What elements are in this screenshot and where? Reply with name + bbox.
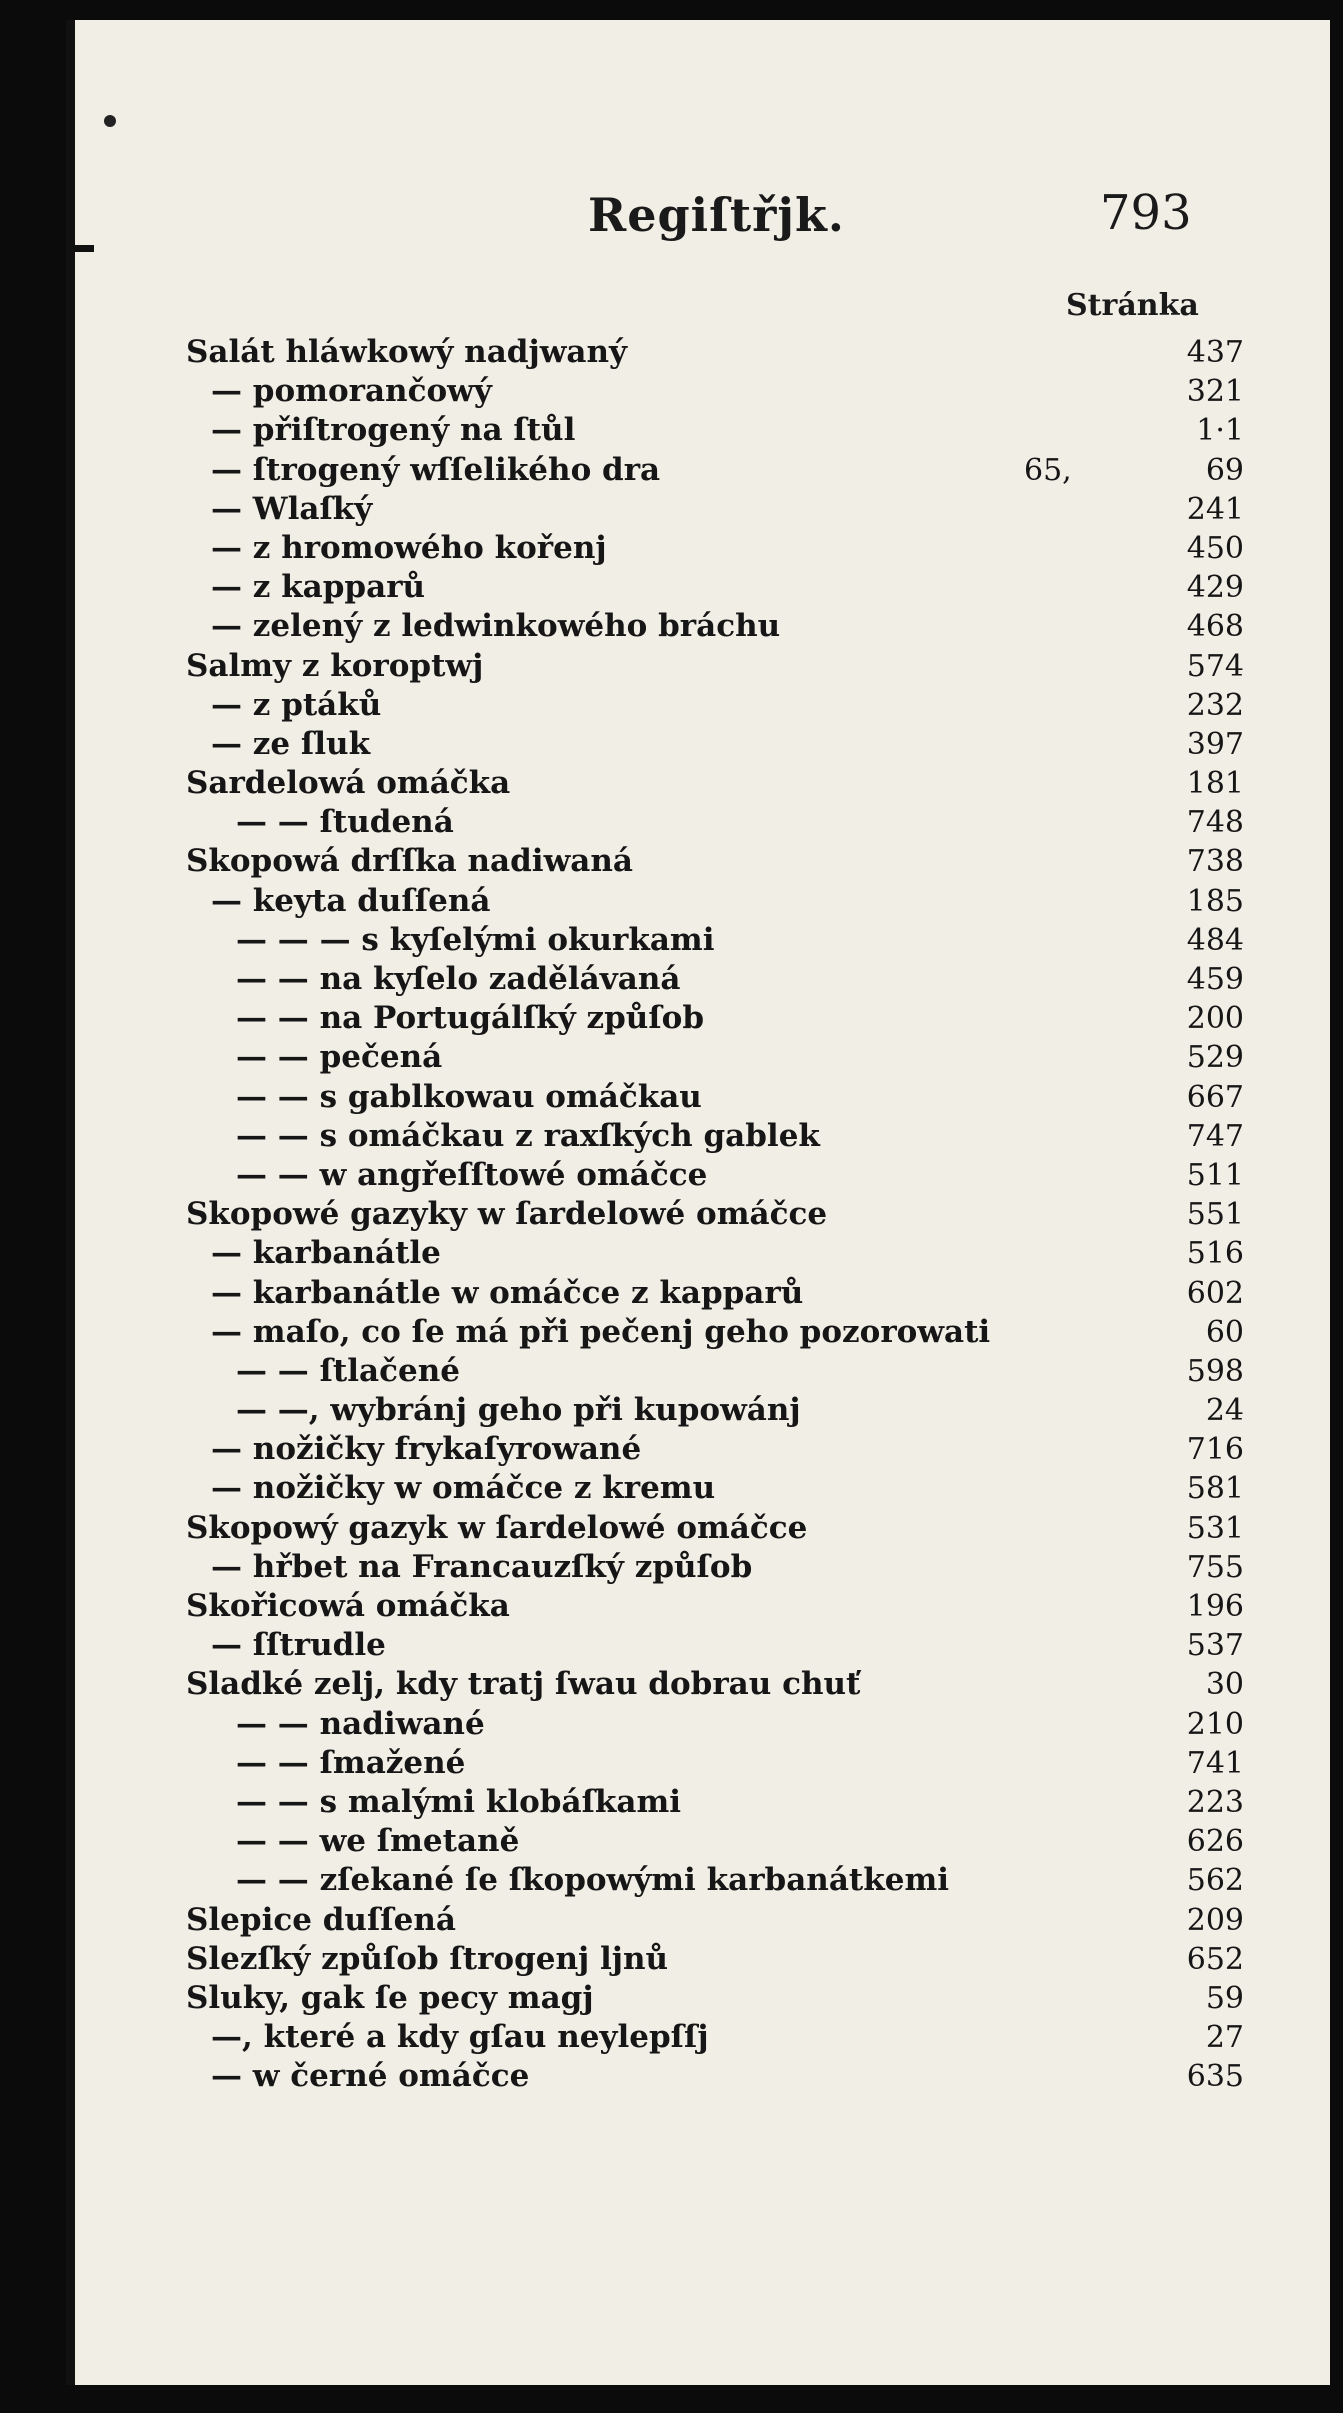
index-entry — [66, 451, 1330, 490]
entry-text: — karbanátle w omáčce z kapparů — [211, 1274, 804, 1311]
entry-page: 209 — [1186, 1902, 1244, 1938]
index-entry — [66, 2018, 1330, 2057]
entry-text: — — w angřeſſtowé omáčce — [236, 1156, 708, 1193]
entry-page: 459 — [1186, 962, 1244, 997]
index-entry — [66, 1078, 1330, 1117]
entry-text: — — s omáčkau z raxſkých gablek — [236, 1117, 820, 1154]
entry-page: 196 — [1186, 1589, 1244, 1624]
entry-page: 537 — [1186, 1628, 1244, 1664]
page-column-header: Stránka — [1066, 288, 1199, 323]
index-entry — [66, 490, 1330, 529]
entry-page: 468 — [1186, 609, 1244, 645]
index-entry — [66, 1391, 1330, 1430]
entry-page: 321 — [1186, 374, 1244, 410]
index-entry — [66, 1548, 1330, 1587]
index-entry — [66, 921, 1330, 960]
entry-text: Sluky, gak ſe pecy magj — [186, 1979, 594, 2016]
index-entry — [66, 2057, 1330, 2096]
entry-text: Skořicowá omáčka — [186, 1588, 510, 1624]
index-entry — [66, 1901, 1330, 1940]
entry-text: — karbanátle — [211, 1235, 441, 1272]
entry-page: 181 — [1186, 766, 1244, 802]
entry-page: 716 — [1186, 1432, 1244, 1468]
index-entry — [66, 686, 1330, 725]
index-entry — [66, 882, 1330, 921]
entry-text: — — na kyſelo zadělávaná — [236, 961, 681, 997]
index-entry — [66, 764, 1330, 803]
entry-page: 59 — [1205, 1980, 1244, 2016]
index-entry — [66, 1665, 1330, 1704]
entry-page: 667 — [1186, 1079, 1244, 1115]
entry-page: 484 — [1186, 922, 1244, 958]
entry-text: Skopowý gazyk w ſardelowé omáčce — [186, 1509, 808, 1546]
book-page — [66, 20, 1330, 2385]
gutter-mark — [66, 245, 94, 252]
entry-text: Sardelowá omáčka — [186, 765, 511, 802]
entry-text: — pomorančowý — [211, 373, 492, 410]
index-entry — [66, 1509, 1330, 1548]
entry-page: 574 — [1186, 648, 1244, 684]
entry-page: 626 — [1186, 1824, 1244, 1860]
entry-text: — zelený z ledwinkowého bráchu — [211, 608, 781, 645]
entry-page: 755 — [1186, 1549, 1244, 1585]
index-entry — [66, 1038, 1330, 1077]
entry-text: — — ſmažené — [236, 1744, 466, 1781]
entry-text: — — — s kyſelými okurkami — [236, 921, 715, 958]
entry-page: 437 — [1186, 335, 1244, 370]
index-entry — [66, 999, 1330, 1038]
entry-text: — z ptáků — [211, 686, 382, 723]
entry-text: —, které a kdy gſau neylepſſj — [211, 2019, 709, 2056]
index-entry — [66, 960, 1330, 999]
ink-spot — [104, 115, 116, 127]
entry-page: 531 — [1186, 1510, 1244, 1546]
entry-text: — — pečená — [236, 1039, 443, 1076]
entry-text: — — ſtudená — [236, 804, 454, 841]
entry-text: Slezſký způſob ſtrogenj ljnů — [186, 1940, 669, 1977]
entry-text: — — na Portugálſký způſob — [236, 1000, 705, 1037]
entry-text: — w černé omáčce — [211, 2058, 530, 2095]
index-entry — [66, 803, 1330, 842]
entry-page: 200 — [1186, 1001, 1244, 1037]
index-entry — [66, 529, 1330, 568]
entry-page: 27 — [1205, 2020, 1244, 2056]
index-entry — [66, 1587, 1330, 1626]
index-entry — [66, 1783, 1330, 1822]
entry-text: Salmy z koroptwj — [186, 647, 484, 684]
entry-page: 581 — [1186, 1471, 1244, 1507]
entry-page: 516 — [1186, 1236, 1244, 1272]
entry-text: — maſo, co ſe má při pečenj geho pozorowati — [211, 1313, 991, 1350]
entry-text: — hřbet na Francauzſký způſob — [211, 1548, 753, 1585]
entry-text: — přiſtrogený na ſtůl — [211, 412, 576, 449]
entry-text: — z kapparů — [211, 569, 426, 606]
entry-page: 1·1 — [1196, 413, 1244, 449]
entry-text: — nožičky frykaſyrowané — [211, 1431, 642, 1468]
entry-page: 69 — [1205, 452, 1244, 488]
entry-text: — —, wybránj geho při kupowánj — [236, 1392, 801, 1429]
entry-page: 232 — [1186, 687, 1244, 723]
index-entry — [66, 1979, 1330, 2018]
entry-text: — — we ſmetaně — [236, 1823, 520, 1860]
index-entry — [66, 725, 1330, 764]
entry-text: — — s malými klobáſkami — [236, 1783, 682, 1820]
entry-page: 30 — [1205, 1667, 1244, 1703]
entry-page: 652 — [1186, 1941, 1244, 1977]
page-title: Regiſtřjk. — [588, 188, 845, 242]
entry-text: — — zſekané ſe ſkopowými karbanátkemi — [236, 1862, 950, 1899]
index-entry — [66, 1234, 1330, 1273]
index-entry — [66, 1626, 1330, 1665]
entry-page: 60 — [1205, 1314, 1244, 1350]
entry-page: 551 — [1186, 1197, 1244, 1233]
entry-page: 429 — [1186, 570, 1244, 606]
entry-text: — nožičky w omáčce z kremu — [211, 1470, 716, 1507]
entry-page: 450 — [1186, 530, 1244, 566]
entry-page: 529 — [1186, 1040, 1244, 1076]
entry-text: — ſtrogený wſſelikého dra — [211, 451, 661, 488]
index-entry — [66, 842, 1330, 881]
entry-page: 24 — [1205, 1393, 1244, 1429]
index-entry — [66, 1861, 1330, 1900]
entry-page: 747 — [1186, 1118, 1244, 1154]
entry-page: 635 — [1186, 2059, 1244, 2095]
entry-page: 562 — [1186, 1863, 1244, 1899]
entry-page: 602 — [1186, 1275, 1244, 1311]
index-entry — [66, 1705, 1330, 1744]
entry-page: 397 — [1186, 726, 1244, 762]
entry-text: Skopowé gazyky w ſardelowé omáčce — [186, 1196, 828, 1233]
index-entry — [66, 1822, 1330, 1861]
index-entry — [66, 1469, 1330, 1508]
entry-page: 241 — [1186, 491, 1244, 527]
index-entry — [66, 568, 1330, 607]
entry-text: — Wlaſký — [211, 490, 373, 527]
index-entry — [66, 1940, 1330, 1979]
entry-page: 748 — [1186, 805, 1244, 841]
entry-text: — keyta duſſená — [211, 882, 491, 919]
entry-text: Slepice duſſená — [186, 1901, 456, 1938]
index-entry — [66, 607, 1330, 646]
entry-page: 223 — [1186, 1784, 1244, 1820]
entry-page: 741 — [1186, 1745, 1244, 1781]
entry-page: 598 — [1186, 1353, 1244, 1389]
index-entry — [66, 372, 1330, 411]
index-entry — [66, 1430, 1330, 1469]
entry-text: — — ſtlačené — [236, 1352, 460, 1389]
index-entry — [66, 647, 1330, 686]
entry-page: 511 — [1186, 1157, 1244, 1193]
entry-page-extra: 65, — [1024, 452, 1072, 488]
index-entry — [66, 1313, 1330, 1352]
entry-text: — — s gablkowau omáčkau — [236, 1078, 702, 1115]
index-entry — [66, 1117, 1330, 1156]
entry-text: — — nadiwané — [236, 1705, 485, 1742]
index-entry — [66, 1156, 1330, 1195]
index-entries — [66, 333, 1330, 2096]
entry-page: 185 — [1186, 883, 1244, 919]
index-entry — [66, 1744, 1330, 1783]
entry-text: — ze ſluk — [211, 725, 371, 762]
index-entry — [66, 1274, 1330, 1313]
entry-text: Salát hláwkowý nadjwaný — [186, 334, 628, 370]
page-number: 793 — [1100, 185, 1192, 241]
index-entry — [66, 1195, 1330, 1234]
entry-text: Sladké zelj, kdy tratj ſwau dobrau chuť — [186, 1666, 861, 1703]
entry-page: 210 — [1186, 1706, 1244, 1742]
entry-text: Skopowá drſſka nadiwaná — [186, 843, 633, 880]
index-entry — [66, 333, 1330, 372]
entry-page: 738 — [1186, 844, 1244, 880]
entry-text: — ſſtrudle — [211, 1627, 386, 1664]
index-entry — [66, 411, 1330, 450]
index-entry — [66, 1352, 1330, 1391]
entry-text: — z hromowého kořenj — [211, 529, 607, 566]
